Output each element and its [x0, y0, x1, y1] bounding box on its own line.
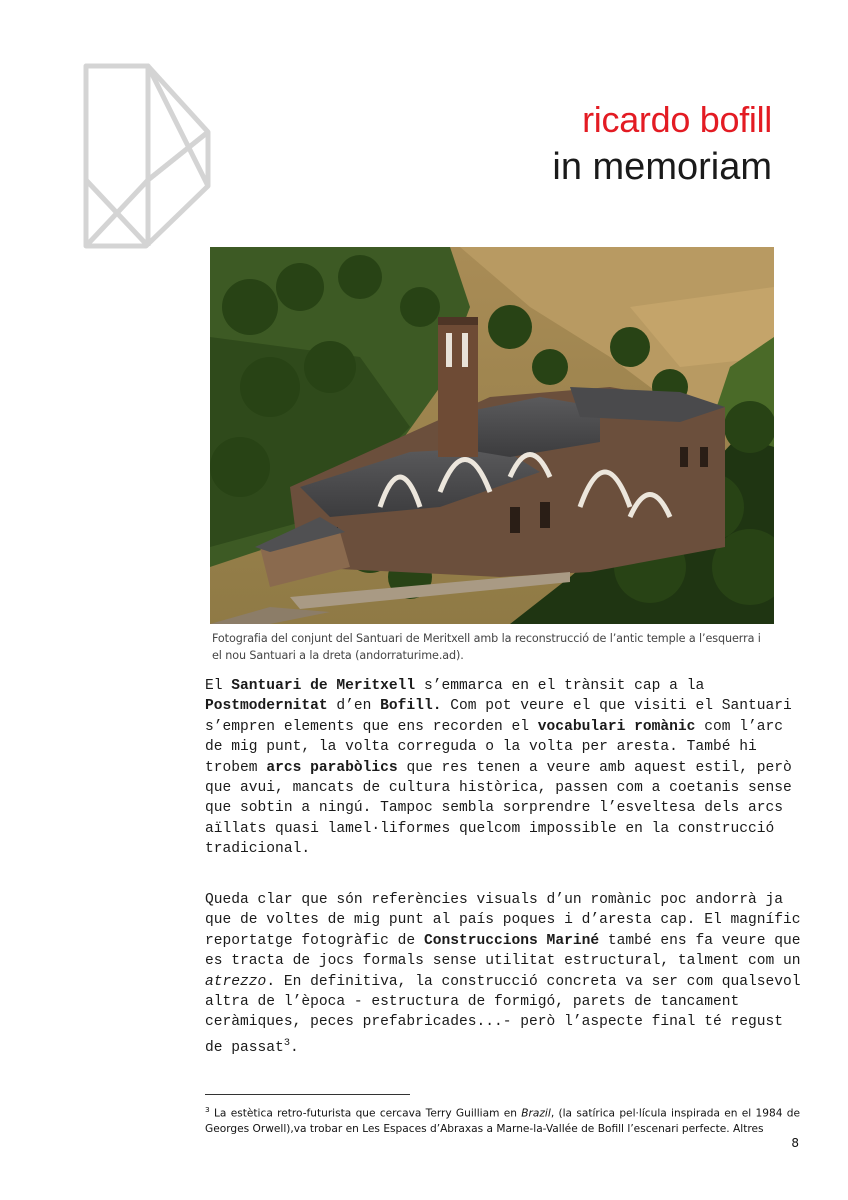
footnote: $^3$ La estètica retro-futurista que cercava Terry Guilliam en Brazil, (la satírica pel·lícula inspirada en el 1984 de Georges Orwell),va trobar en Les Espaces d’Abraxas a Marne-la-Vallée de Bofill l’escenari perfecte. Altres	[205, 1105, 800, 1135]
document-title: ricardo bofill	[582, 99, 772, 140]
logo-icon	[80, 60, 214, 250]
document-subtitle: in memoriam	[552, 146, 772, 188]
body-paragraph-1: El Santuari de Meritxell s’emmarca en el trànsit cap a la Postmodernitat d’en Bofill. Com pot veure el que visiti el Santuari s’empren elements que ens recorden el vocabulari romànic com l’arc de mig punt, la volta correguda o la volta per aresta. També hi trobem arcs parabòlics que res tenen a veure amb aquest estil, però que avui, mancats de cultura històrica, passen com a coetanis sense que sobtin a ningú. Tampoc sembla sorprendre l’esveltesa dels arcs aïllats quasi lamel·liformes quelcom impossible en la construcció tradicional.	[205, 678, 792, 858]
footnote-divider	[205, 1094, 410, 1095]
photo-caption: Fotografia del conjunt del Santuari de Meritxell amb la reconstrucció de l’antic temple a l’esquerra i el nou Santuari a la dreta (andorraturime.ad).	[212, 632, 761, 662]
footnote-reference[interactable]: 3	[283, 1036, 290, 1049]
photograph-santuari-meritxell	[210, 247, 774, 624]
body-paragraph-2: Queda clar que són referències visuals d’un romànic poc andorrà ja que de voltes de mig punt al país poques i d’aresta cap. El magnífic reportatge fotogràfic de Construccions Mariné també ens fa veure que es tracta de jocs formals sense utilitat estructural, talment com un atrezzo. En definitiva, la construcció concreta va ser com qualsevol altra de l’època - estructura de formigó, parets de tancament ceràmiques, peces prefabricades...- però l’aspecte final té regust de passat$^3$.	[205, 892, 801, 1056]
page-number: 8	[791, 1136, 799, 1150]
